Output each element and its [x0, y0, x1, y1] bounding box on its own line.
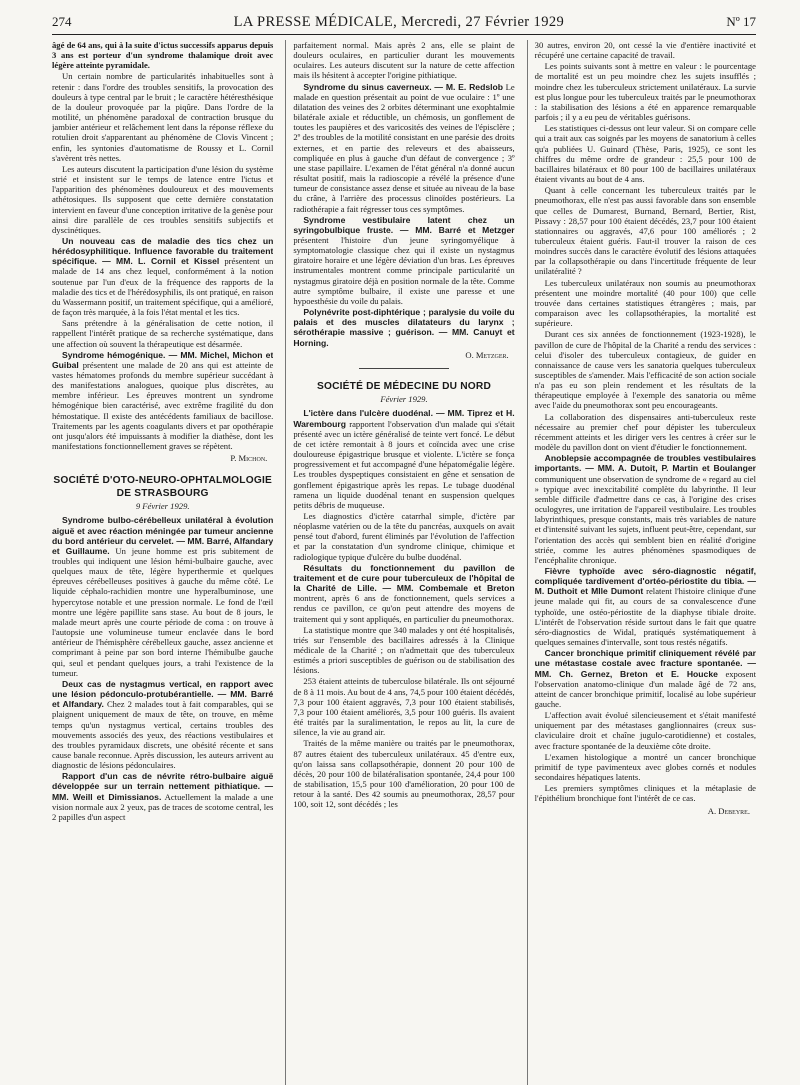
entry-text: présentent un malade de 14 ans chez lequel, conformément à la notion soutenue par l'un d'eux de la fréquence des rapports de la maladie des tics et de l'hérédosyphilis, ils ont pratiqué, en raison du Wassermann positif, un traitement spécifique, qui a amélioré, de façon très marquée, à la fois l'état mental et les tics. [52, 256, 274, 318]
entry [535, 566, 756, 647]
entry-heading: Syndrome hémogénique. — MM. Michel, Michon et Guibal [52, 349, 274, 370]
paragraph: Quant à celle concernant les tuberculeux traités par le pneumothorax, elle n'est pas aussi favorable dans son ensemble que celles de Dumarest, Burnand, Bernard, Bertier, Rist, Pissavy : 28,57 pour 100 étaient décédés, 23,7 pour 100 étaient stationnaires ou aggravés, 47,6 pour 100 améliorés ; 2 tuberculeux étaient guéris. Faut-il trouver la raison de ces moindres succès dans le caractère évolutif des lésions attaquées par la collapsothérapie ou dans l'incertitude fréquente de leur unilatéralité ? [534, 185, 756, 277]
entry-heading: Syndrome du sinus caverneux. — M. E. Redslob [303, 81, 504, 92]
entry-text: Chez 2 malades tout à fait comparables, qui se plaignent uniquement de maux de tête, on trouve, en même temps qu'un nystagmus vertical, certains troubles des mouvements associés des yeux, des réactions vestibulaires et des troubles pyramidaux discrets, une obésité récente et sans cause banale reconnue. Après discussion, les auteurs arrivent au diagnostic de lésions pédonculaires. [52, 699, 274, 771]
entry-heading: Deux cas de nystagmus vertical, en rapport avec une lésion pédonculo-protubérantielle. — MM. Barré et Alfandary. [52, 678, 274, 710]
paragraph: 30 autres, environ 20, ont cessé la vie d'entière inactivité et récupéré une certaine capacité de travail. [534, 40, 756, 61]
section-divider [359, 368, 449, 369]
entry-text: exposent l'observation anatomo-clinique d'un malade âgé de 72 ans, atteint de cancer bronchique primitif, localisé au lobe supérieur gauche. [534, 668, 756, 709]
signature: A. Debeyre. [707, 805, 750, 816]
issue-number: Nº 17 [726, 14, 756, 29]
section-title: SOCIÉTÉ D'OTO-NEURO-OPHTALMOLOGIE DE STRASBOURG [53, 475, 272, 499]
signature: P. Michon. [230, 453, 268, 464]
entry-heading: Fièvre typhoïde avec séro-diagnostic négatif, compliquée tardivement d'ortéo-périostite du tibia. — M. Duthoit et Mlle Dumont [534, 565, 756, 597]
entry-heading: Rapport d'un cas de névrite rétro-bulbaire aiguë développée sur un terrain nettement pithiatique. — MM. Weill et Dimissianos. [52, 771, 274, 802]
paragraph: parfaitement normal. Mais après 2 ans, elle se plaint de douleurs oculaires, en particulier durant les mouvements oculaires. Les auteurs discutent sur la nature de cette affection mais ils hésitent à accepter l'origine pithiatique. [293, 40, 515, 81]
entry-text: Un jeune homme est pris subitement de troubles qui indiquent une lésion hémi-bulbaire gauche, avec quelques maux de tête, légère hyperthermie et quelques épreuves cérébelleuses positives à gauche du même côté. Le liquide céphalo-rachidien montre une hyperalbuminose, une hypercytose notable et une pression normale. Le fond de l'œil montre une légère papillite sans stase. Au bout de 8 jours, le malade meurt après une courte période de coma : on trouve à l'autopsie une volumineuse tumeur enclavée dans le bord antérieur de l'hémisphère cérébelleux gauche, assez ancienne et comprimant à peine par son bord interne l'hémibulbe gauche qui, seul et pendant quelques jours, a trahi l'existence de la tumeur. [52, 545, 274, 678]
entry-text: rapportent l'observation d'un malade qui s'était présenté avec un ictère généralisé de teinte vert foncé. Le début de cet ictère remontait à 8 jours et coïncida avec une crise douloureuse épigastrique brusque et violente. L'ictère se fonça progressivement et fut accompagné d'une hépatomégalie légère. Les troubles dyspeptiques consistaient en gêne et sensation de gonflement épigastrique après les repas. Le tubage duodénal ramena un liquide duodénal tenant en suspension quelques petits débris de muqueuse. [293, 418, 515, 510]
journal-title: LA PRESSE MÉDICALE, Mercredi, 27 Février 1929 [233, 14, 565, 30]
entry [293, 82, 514, 214]
entry [293, 215, 514, 306]
entry [293, 563, 514, 624]
paragraph: Les points suivants sont à mettre en valeur : le pourcentage de mortalité est un peu moindre chez les sujets insufflés ; moindre chez les tuberculeux strictement unilatéraux. La survie est plus longue pour les tuberculeux traités par le pneumothorax : la stabilisation des lésions a été en apparence remarquable parfois ; il y a eu peu de véritables guérisons. [534, 61, 756, 123]
entry [293, 307, 514, 348]
entry [52, 679, 273, 770]
entry [52, 771, 273, 822]
entry-text: présentent l'histoire d'un jeune syringomyélique à symptomatologie classique chez qui il existe un nystagmus giratoire horaire et une légère déviation d'un bras. Les épreuves instrumentales montrent comme principale particularité un nystagmus giratoire déjà en position normale de la tête. Comme autre symptôme bulbaire, il existe une paresse et une hypoesthésie du voile du palais. [293, 234, 515, 306]
entry-text: Actuellement la malade a une vision normale aux 2 yeux, pas de traces de scotome central, les 2 papilles d'un aspect [52, 791, 274, 822]
paragraph: L'examen histologique a montré un cancer bronchique primitif de type pavimenteux avec globes cornés et nodules secondaires hépatiques latents. [534, 751, 756, 783]
column-1 [52, 40, 273, 1085]
entry-heading: Anoblepsie accompagnée de troubles vestibulaires importants. — MM. A. Dutoit, P. Martin et Boulanger [534, 453, 756, 474]
entry-text: Le malade en question présentait au point de vue oculaire : 1º une dilatation des veines des 2 orbites déterminant une exophtalmie bilatérale axiale et réductible, un chémosis, un gonflement de toutes les paupières et des varicosités des veines de l'épisclère ; 2º des troubles de la motilité consistant en une parésie des droits externes, et en partie des releveurs et des abaisseurs, compliquée en plus à gauche d'un défaut de convergence ; 3º une stase papillaire. L'examen de l'état général n'a donné aucun résultat positif, mais la radioscopie a révélé la présence d'une tumeur de consistance assez dense et située au niveau de la base du crâne, à l'arrière des processus clinoïdes postérieurs. La radiothérapie a fait régresser tous ces symptômes. [293, 81, 515, 214]
paragraph: Durant ces six années de fonctionnement (1923-1928), le pavillon de cure de l'hôpital de la Charité a rendu des services : celui d'isoler des tuberculeux contagieux, de guider en connaissance de cause vers les sanatoria quelques tuberculeux susceptibles de s'amender. Mais l'efficacité de son action sociale n'a pas eu son plein rendement et les résultats de la thérapeutique employée à l'exemple des sanatoria ou même avec l'aide du pneumothorax sont peu encourageants. [534, 329, 756, 411]
paragraph: 253 étaient atteints de tuberculose bilatérale. Ils ont séjourné de 8 à 11 mois. Au bout de 4 ans, 74,5 pour 100 étaient décédés, 7,3 pour 100 étaient aggravés, 7,3 pour 100 étaient stabilisés, 7,3 pour 100 étaient améliorés, 3,5 pour 100 guéris. Ils avaient été traités par la suralimentation, le repos au lit, la cure de silence, la vie au grand air. [293, 676, 515, 738]
entry [52, 515, 273, 678]
paragraph: La statistique montre que 340 malades y ont été hospitalisés, triés sur l'ensemble des bacillaires adressés à la Clinique médicale de la Charité ; on n'admettait que des tuberculeux estimés a priori susceptibles de guérison ou de stabilisation des lésions. [293, 624, 515, 676]
entry-heading: Syndrome bulbo-cérébelleux unilatéral à évolution aiguë et avec réaction méningée par tumeur ancienne du bord antérieur du cervelet. — MM. Barré, Alfandary et Guillaume. [52, 515, 274, 556]
entry-text: relatent l'histoire clinique d'une jeune malade qui fit, au cours de sa convalescence d'une typhoïde, une ostéo-périostite de la diaphyse tibiale droite. L'intérêt de l'observation réside surtout dans le fait que quatre séro-diagnostics de Widal, pratiqués systématiquement à quelques semaines d'intervalle, sont tous restés négatifs. [534, 586, 756, 648]
paragraph: Traités de la même manière ou traités par le pneumothorax, 87 autres étaient des tuberculeux unilatéraux. 45 d'entre eux, qu'on laissa sans collapsothérapie, donnent 20 pour 100 de décès, 20 pour 100 de bilatéralisation spontanée, 24,4 pour 100 de stabilisation, 15,5 pour 100 d'amélioration, 20 pour 100 de retour à la santé. Des 42 soumis au pneumothorax, 28,57 pour 100, soit 12, sont décédés ; les [293, 738, 515, 810]
paragraph: Les premiers symptômes cliniques et la métaplasie de l'épithélium bronchique font l'intérêt de ce cas. [534, 783, 756, 804]
paragraph: Sans prétendre à la généralisation de cette notion, il rappellent l'intérêt pratique de sa recherche systématique, dans une affection où souvent la thérapeutique est désarmée. [52, 318, 274, 349]
running-header [52, 14, 756, 35]
paragraph: Les diagnostics d'ictère catarrhal simple, d'ictère par néoplasme vatérien ou de la tête du pancréas, auxquels on avait pensé tout d'abord, furent éliminés par l'évolution de l'affection et par la constatation d'un syndrome clinique, chimique et radiologique typique d'ulcère du bulbe duodénal. [293, 510, 515, 562]
paragraph: Les auteurs discutent la participation d'une lésion du système strié et insistent sur le temps de latence entre l'ictus et l'apparition des phénomènes douloureux et des mouvements athétosiques. Ils supposent que cette dernière constatation intervient en faveur d'une conception irritative de la genèse pour ainsi dire parallèle de ces troubles sensitifs subjectifs et dyscinétiques. [52, 163, 274, 235]
page-number: 274 [52, 14, 72, 29]
entry [52, 236, 273, 317]
entry-text: présentent une malade de 20 ans qui est atteinte de vastes hématomes profonds du membre supérieur succédant à des manifestations analogues, quoique plus discrètes, au membre inférieur. Les épreuves montrent un syndrome hémogénique bien caractérisé, avec extrême fragilité du don hémostatique. Il existe des antécédents familiaux de bacillose. Traitements par les agents coagulants divers et par opothérapie ont jusqu'alors été impuissants à modifier la diathèse, dont les manifestations fonctionnellement graves se répètent. [52, 359, 274, 452]
entry-heading: Syndrome vestibulaire latent chez un syringobulbique fruste. — MM. Barré et Metzger [293, 214, 515, 235]
paragraph: L'affection avait évolué silencieusement et s'était manifesté uniquement par des métastases ganglionnaires (creux sus-claviculaire droit et chaîne jugulo-carotidienne) et costales, avec fracture spontanée de la deuxième côte droite. [534, 710, 756, 751]
entry-heading: Polynévrite post-diphtérique ; paralysie du voile du palais et des muscles dilatateurs du larynx ; sérothérapie massive ; guérison. — MM. Canuyt et Horning. [293, 307, 515, 348]
entry [535, 453, 756, 565]
signature: O. Metzger. [465, 349, 509, 360]
entry-heading: Un nouveau cas de maladie des tics chez un hérédosyphilitique. Influence favorable du traitement spécifique. — MM. L. Cornil et Kissel [52, 235, 274, 267]
entry-heading: Résultats du fonctionnement du pavillon de traitement et de cure pour tuberculeux de l'hôpital de la Charité de Lille. — MM. Combemale et Breton [293, 562, 515, 594]
entry [535, 648, 756, 709]
entry [52, 350, 273, 452]
paragraph: La collaboration des dispensaires anti-tuberculeux reste nécessaire au premier chef pour dépister les tuberculeux récemment atteints et les diriger vers les centres à créer sur le modèle du pavillon dont on vient d'étudier le fonctionnement. [534, 411, 756, 453]
column-2 [285, 40, 514, 1085]
entry-heading: L'ictère dans l'ulcère duodénal. — MM. Tiprez et H. Warembourg [293, 408, 515, 429]
paragraph: âgé de 64 ans, qui à la suite d'ictus successifs apparus depuis 3 ans est porteur d'un syndrome thalamique droit avec légère atteinte pyramidale. [52, 40, 274, 71]
paragraph: Les statistiques ci-dessus ont leur valeur. Si on compare celle qui a trait aux cas soignés par les moyens de sanatorium à celles qu'a publiées U. Guinard (Thèse, Paris, 1925), ce sont les chiffres du même ordre de grandeur : 25,5 pour 100 de bacillaires bilatéraux et 80 pour 100 de bacillaires unilatéraux étaient vivants au bout de 4 ans. [534, 123, 756, 185]
section-title: SOCIÉTÉ DE MÉDECINE DU NORD [316, 380, 492, 392]
section-date: 9 Février 1929. [135, 501, 190, 512]
column-3 [527, 40, 756, 1085]
text-columns [52, 40, 756, 1085]
paragraph: Les tuberculeux unilatéraux non soumis au pneumothorax présentent une moindre mortalité (40 pour 100) que celle trouvée dans certaines statistiques étrangères ; mais, par comparaison avec les collapsothérapies, la mortalité est supérieure. [534, 277, 756, 329]
section-date: Février 1929. [380, 394, 428, 405]
entry [293, 408, 514, 510]
entry-heading: Cancer bronchique primitif cliniquement révélé par une métastase costale avec fracture spontanée. — MM. Ch. Gernez, Breton et E. Houcke [534, 648, 756, 679]
paragraph: Un certain nombre de particularités inhabituelles sont à retenir : dans l'ordre des troubles sensitifs, la provocation des douleurs à type central par le bruit ; le caractère hétéresthésique de la douleur provoquée par la piqûre. Dans l'ordre de la motilité, un phénomène paradoxal de contraction brusque du jambier antérieur et relâchement lent dans la réponse réflexe du rotulien droit s'apparentant au phénomène de Clovis Vincent ; enfin, les syntonies d'automatisme de Roussy et L. Cornil s'avèrent très nettes. [52, 71, 274, 163]
entry-text: montrent, après 6 ans de fonctionnement, quels services a rendus ce pavillon, ce qu'on peut attendre des moyens de traitement qui y sont appliqués, en particulier du pneumothorax. [293, 593, 515, 624]
entry-text: communiquent une observation de syndrome de « regard au ciel » typique avec inexcitabilité complète du labyrinthe. Il leur semble difficile d'admettre dans ce cas, à l'origine des crises oculogyres, une irritation de l'appareil vestibulaire. Les troubles labyrinthiques, presque constants, mais très variables de nature et d'intensité suivant les sujets, influent peut-être, cependant, sur l'orientation des accès qui semblent bien en réalité d'origine striée, comme les autres phénomènes spasmodiques de l'encéphalite chronique. [534, 473, 756, 565]
